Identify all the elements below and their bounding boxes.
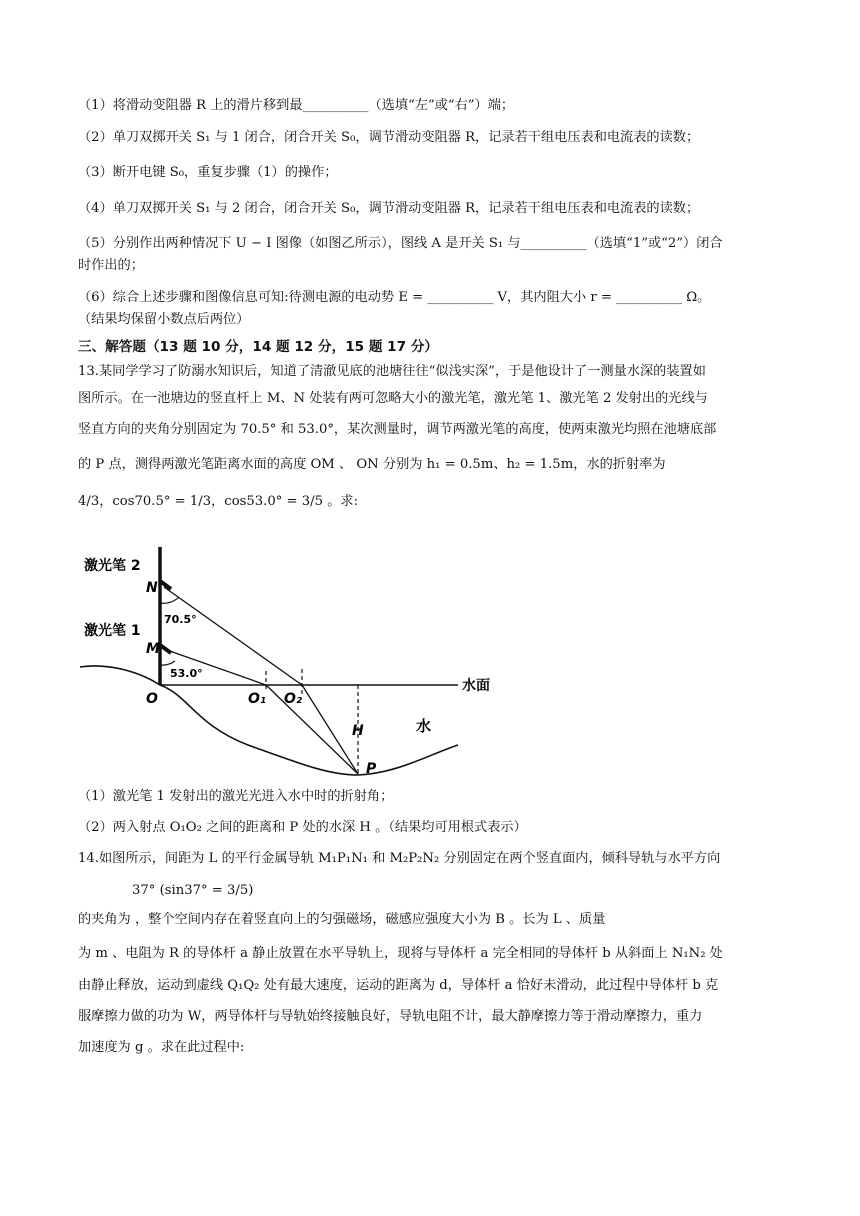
refraction-figure bbox=[78, 545, 498, 780]
label-water-surface: 水面 bbox=[462, 678, 490, 694]
q13-line-1: 13.某同学学习了防溺水知识后，知道了清澈见底的池塘往往“似浅实深”，于是他设计了一测量水深的装置如 bbox=[78, 364, 706, 379]
label-O1: O₁ bbox=[248, 691, 267, 707]
step-2: （2）单刀双掷开关 S₁ 与 1 闭合，闭合开关 S₀，调节滑动变阻器 R，记录若干组电压表和电流表的读数； bbox=[78, 130, 700, 145]
angle-arc-top bbox=[160, 597, 179, 603]
refracted-ray-2 bbox=[302, 685, 358, 774]
angle-label-bottom: 53.0° bbox=[170, 667, 203, 680]
q13-line-3: 竖直方向的夹角分别固定为 70.5° 和 53.0°，某次测量时，调节两激光笔的高度，使两束激光均照在池塘底部 bbox=[78, 422, 717, 437]
q13-sub-2: （2）两入射点 O₁O₂ 之间的距离和 P 处的水深 H 。（结果均可用根式表示） bbox=[78, 820, 527, 835]
q13-line-4: 的 P 点，测得两激光笔距离水面的高度 OM 、 ON 分别为 h₁ = 0.5m、h₂ = 1.5m，水的折射率为 bbox=[78, 457, 666, 472]
label-M: M bbox=[146, 641, 160, 657]
q14-line-3: 为 m 、电阻为 R 的导体杆 a 静止放置在水平导轨上，现将与导体杆 a 完全相同的导体杆 b 从斜面上 N₁N₂ 处 bbox=[78, 946, 723, 961]
label-pen-2: 激光笔 2 bbox=[84, 558, 141, 574]
label-water: 水 bbox=[416, 717, 432, 735]
q14-line-5: 服摩擦力做的功为 W，两导体杆与导轨始终接触良好，导轨电阻不计，最大静摩擦力等于滑动摩擦力，重力 bbox=[78, 1009, 703, 1024]
q13-line-2: 图所示。在一池塘边的竖直杆上 M、N 处装有两可忽略大小的激光笔，激光笔 1、激光笔 2 发射出的光线与 bbox=[78, 391, 708, 406]
water-surface-line bbox=[80, 666, 458, 685]
step-5-cont: 时作出的； bbox=[78, 258, 144, 273]
label-pen-1: 激光笔 1 bbox=[84, 623, 141, 639]
step-1: （1）将滑动变阻器 R 上的滑片移到最__________（选填“左”或“右”）端； bbox=[78, 98, 515, 113]
label-H: H bbox=[352, 723, 364, 739]
q14-line-2: 的夹角为 ，整个空间内存在着竖直向上的匀强磁场，磁感应强度大小为 B 。长为 L 、质量 bbox=[78, 912, 606, 927]
step-5: （5）分别作出两种情况下 U − I 图像（如图乙所示），图线 A 是开关 S₁ 与__________（选填“1”或“2”）闭合 bbox=[78, 236, 723, 251]
step-6: （6）综合上述步骤和图像信息可知:待测电源的电动势 E = __________ V，其内阻大小 r = __________ Ω。 bbox=[78, 290, 711, 305]
label-O: O bbox=[146, 691, 158, 707]
q14-line-1: 14.如图所示，间距为 L 的平行金属导轨 M₁P₁N₁ 和 M₂P₂N₂ 分别固定在两个竖直面内，倾科导轨与水平方向 bbox=[78, 851, 721, 866]
angle-label-top: 70.5° bbox=[164, 613, 197, 626]
q13-sub-1: （1）激光笔 1 发射出的激光光进入水中时的折射角； bbox=[78, 789, 394, 804]
step-3: （3）断开电键 S₀，重复步骤（1）的操作； bbox=[78, 165, 338, 180]
q14-line-6: 加速度为 g 。求在此过程中: bbox=[78, 1040, 245, 1055]
q13-line-5: 4/3，cos70.5° = 1/3，cos53.0° = 3/5 。求: bbox=[78, 494, 359, 509]
angle-arc-bottom bbox=[160, 661, 175, 665]
pond-bottom bbox=[160, 685, 458, 775]
refracted-ray-1 bbox=[266, 685, 358, 774]
step-6-note: （结果均保留小数点后两位） bbox=[78, 312, 250, 327]
q14-line-4: 由静止释放，运动到虚线 Q₁Q₂ 处有最大速度，运动的距离为 d，导体杆 a 恰好未滑动，此过程中导体杆 b 克 bbox=[78, 978, 719, 993]
label-P: P bbox=[366, 761, 377, 777]
q14-angle-expr: 37° (sin37° = 3/5) bbox=[132, 883, 254, 898]
label-O2: O₂ bbox=[284, 691, 303, 707]
step-4: （4）单刀双掷开关 S₁ 与 2 闭合，闭合开关 S₀，调节滑动变阻器 R，记录若干组电压表和电流表的读数； bbox=[78, 201, 700, 216]
section-heading: 三、解答题（13 题 10 分，14 题 12 分，15 题 17 分） bbox=[78, 339, 439, 355]
label-N: N bbox=[146, 580, 158, 596]
